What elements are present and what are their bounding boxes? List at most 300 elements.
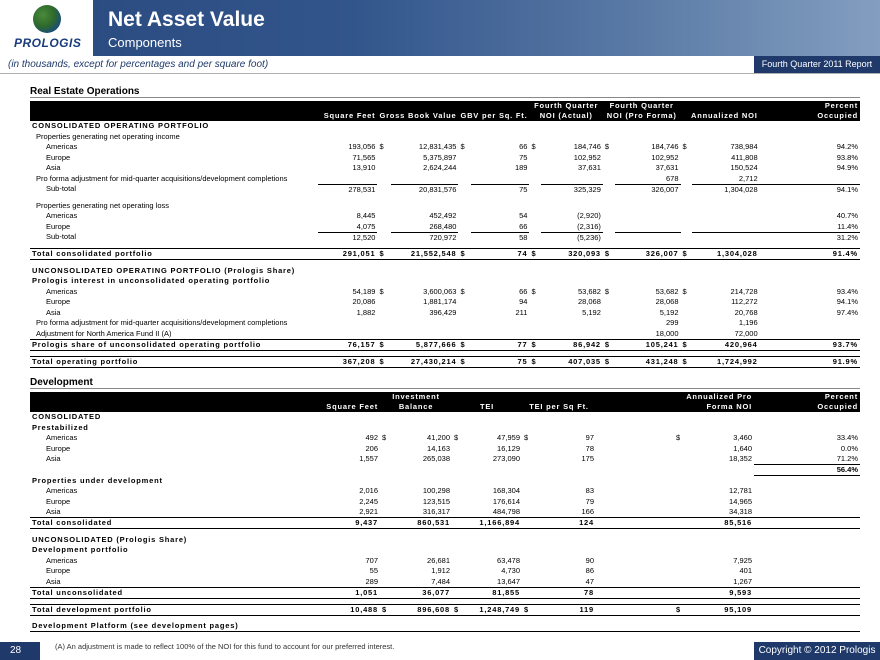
table-row bbox=[30, 339, 860, 350]
dollar-sign bbox=[522, 444, 534, 455]
tei-per-sqft bbox=[534, 535, 596, 546]
percent-occupied: 93.8% bbox=[836, 152, 858, 162]
dollar-sign bbox=[529, 121, 541, 132]
noi-actual: 102,952 bbox=[573, 152, 601, 162]
dollar-sign bbox=[452, 444, 464, 455]
dollar-sign bbox=[452, 423, 464, 434]
row-label: CONSOLIDATED OPERATING PORTFOLIO bbox=[32, 121, 209, 131]
gbv-per-sqft: 66 bbox=[519, 221, 528, 231]
empty-cell bbox=[608, 518, 674, 529]
tei-per-sqft: 86 bbox=[585, 566, 594, 576]
row-label: Prologis share of unconsolidated operating portfolio bbox=[30, 339, 318, 350]
gross-book-value: 396,429 bbox=[429, 307, 457, 317]
dev-header-annualized-pro-forma-noi bbox=[674, 392, 754, 412]
empty-cell bbox=[608, 444, 674, 455]
dollar-sign bbox=[380, 518, 392, 529]
empty-cell bbox=[596, 587, 608, 598]
row-label: Total consolidated portfolio bbox=[30, 249, 318, 260]
dollar-sign bbox=[452, 587, 464, 598]
empty-cell bbox=[596, 577, 608, 588]
table-row bbox=[30, 356, 860, 367]
dollar-sign bbox=[380, 621, 392, 632]
annualized-pro-forma-noi: 18,352 bbox=[729, 454, 752, 464]
row-label: Development Platform (see development pages) bbox=[30, 621, 320, 632]
dollar-sign: $ bbox=[377, 339, 391, 350]
noi-pro-forma bbox=[615, 232, 681, 243]
row-label: UNCONSOLIDATED (Prologis Share) bbox=[32, 534, 188, 544]
annualized-noi: 150,524 bbox=[730, 163, 758, 173]
dollar-sign bbox=[522, 621, 534, 632]
table-row bbox=[30, 287, 860, 298]
percent-occupied bbox=[754, 476, 860, 487]
percent-occupied bbox=[754, 566, 860, 577]
percent-occupied bbox=[754, 412, 860, 423]
noi-pro-forma bbox=[615, 266, 681, 277]
empty-cell bbox=[608, 566, 674, 577]
dev-header-pct-line2: Occupied bbox=[817, 402, 858, 411]
dollar-sign bbox=[674, 476, 686, 487]
dollar-sign bbox=[380, 465, 392, 476]
dollar-sign bbox=[380, 486, 392, 497]
empty-cell bbox=[608, 465, 674, 476]
gbv-per-sqft: 211 bbox=[515, 307, 528, 317]
dollar-sign bbox=[452, 577, 464, 588]
dollar-sign bbox=[458, 163, 470, 174]
table-row bbox=[30, 318, 860, 329]
noi-pro-forma: 431,248 bbox=[615, 356, 681, 367]
dollar-sign bbox=[681, 132, 693, 143]
annualized-noi: 411,808 bbox=[731, 152, 758, 162]
dollar-sign bbox=[529, 163, 541, 174]
dev-header-inv-line1: Investment bbox=[392, 392, 440, 401]
dollar-sign: $ bbox=[681, 356, 693, 367]
dollar-sign bbox=[522, 423, 534, 434]
dollar-sign bbox=[458, 232, 470, 243]
dollar-sign bbox=[674, 497, 686, 508]
empty-cell bbox=[596, 476, 608, 487]
square-feet bbox=[318, 132, 378, 143]
dollar-sign bbox=[674, 486, 686, 497]
dollar-sign bbox=[603, 318, 615, 329]
tei bbox=[464, 412, 522, 423]
gbv-per-sqft: 77 bbox=[471, 339, 530, 350]
square-feet bbox=[320, 465, 380, 476]
noi-actual: 184,746 bbox=[573, 142, 601, 152]
tei: 63,478 bbox=[497, 555, 520, 565]
reo-header-sqft: Square Feet bbox=[318, 101, 378, 121]
gbv-per-sqft: 54 bbox=[519, 211, 528, 221]
empty-cell bbox=[596, 556, 608, 567]
percent-occupied: 91.4% bbox=[760, 249, 860, 260]
square-feet: 367,208 bbox=[318, 356, 378, 367]
tei bbox=[464, 545, 522, 556]
empty-cell bbox=[608, 497, 674, 508]
dollar-sign bbox=[522, 476, 534, 487]
dollar-sign bbox=[377, 174, 391, 185]
square-feet: 20,086 bbox=[352, 297, 376, 307]
gross-book-value bbox=[391, 318, 459, 329]
gross-book-value: 5,375,897 bbox=[423, 152, 457, 162]
investment-balance: 14,163 bbox=[427, 443, 450, 453]
row-label: Properties generating net operating income bbox=[36, 131, 180, 141]
dollar-sign: $ bbox=[603, 249, 615, 260]
noi-actual: 325,329 bbox=[541, 184, 603, 195]
report-period-tag: Fourth Quarter 2011 Report bbox=[754, 56, 880, 73]
dollar-sign bbox=[522, 535, 534, 546]
gbv-per-sqft bbox=[471, 329, 530, 340]
dollar-sign: $ bbox=[682, 286, 687, 296]
empty-cell bbox=[596, 518, 608, 529]
annualized-noi bbox=[692, 121, 759, 132]
noi-actual: 86,942 bbox=[541, 339, 603, 350]
reo-header-pct-line2: Occupied bbox=[817, 111, 858, 120]
dollar-sign bbox=[458, 184, 470, 195]
dev-header-pct-line1: Percent bbox=[824, 392, 858, 401]
dollar-sign bbox=[380, 454, 392, 465]
dollar-sign bbox=[681, 174, 693, 185]
reo-header-noi-actual-line1: Fourth Quarter bbox=[534, 101, 599, 110]
table-row bbox=[30, 518, 860, 529]
percent-occupied: 71.2% bbox=[836, 454, 858, 463]
table-row bbox=[30, 454, 860, 465]
table-row bbox=[30, 476, 860, 487]
empty-cell bbox=[596, 423, 608, 434]
gross-book-value bbox=[391, 276, 459, 287]
row-label: Europe bbox=[46, 566, 71, 576]
percent-occupied bbox=[754, 518, 860, 529]
tei-per-sqft bbox=[534, 545, 596, 556]
annualized-pro-forma-noi bbox=[686, 423, 754, 434]
table-row bbox=[30, 329, 860, 340]
dollar-sign: $ bbox=[681, 249, 693, 260]
table-row bbox=[30, 184, 860, 195]
noi-pro-forma: 102,952 bbox=[651, 152, 679, 162]
dollar-sign bbox=[458, 132, 470, 143]
row-label: Asia bbox=[46, 163, 61, 173]
dollar-sign bbox=[674, 556, 686, 567]
dollar-sign: $ bbox=[454, 433, 459, 443]
gbv-per-sqft: 66 bbox=[519, 142, 528, 152]
dev-header-row bbox=[30, 392, 860, 412]
gbv-per-sqft: 94 bbox=[519, 297, 528, 307]
row-label bbox=[30, 465, 320, 476]
row-label: Americas bbox=[46, 555, 78, 565]
gbv-per-sqft bbox=[471, 266, 530, 277]
row-label: Americas bbox=[46, 433, 78, 443]
annualized-pro-forma-noi: 12,781 bbox=[729, 486, 752, 496]
annualized-noi: 1,304,028 bbox=[692, 249, 759, 260]
percent-occupied bbox=[754, 604, 860, 615]
percent-occupied bbox=[754, 545, 860, 556]
dollar-sign bbox=[458, 308, 470, 319]
gbv-per-sqft bbox=[471, 132, 530, 143]
table-row bbox=[30, 545, 860, 556]
empty-cell bbox=[608, 587, 674, 598]
investment-balance bbox=[392, 465, 452, 476]
empty-cell bbox=[596, 465, 608, 476]
noi-actual: (2,920) bbox=[577, 211, 601, 221]
table-row bbox=[30, 211, 860, 222]
dollar-sign bbox=[603, 266, 615, 277]
dollar-sign bbox=[681, 222, 693, 233]
dollar-sign: $ bbox=[531, 142, 536, 152]
square-feet: 12,520 bbox=[318, 232, 378, 243]
percent-occupied: 31.2% bbox=[760, 232, 860, 243]
annualized-pro-forma-noi bbox=[686, 535, 754, 546]
annualized-pro-forma-noi: 85,516 bbox=[686, 518, 754, 529]
gross-book-value bbox=[391, 132, 459, 143]
annualized-noi: 420,964 bbox=[692, 339, 759, 350]
empty-cell bbox=[596, 535, 608, 546]
gbv-per-sqft: 189 bbox=[514, 163, 528, 173]
dev-header-inv-line2: Balance bbox=[398, 402, 434, 411]
dollar-sign bbox=[377, 121, 391, 132]
tei bbox=[464, 621, 522, 632]
table-row bbox=[30, 566, 860, 577]
dollar-sign bbox=[380, 545, 392, 556]
dollar-sign: $ bbox=[524, 433, 529, 443]
square-feet: 76,157 bbox=[318, 339, 378, 350]
investment-balance: 896,608 bbox=[392, 604, 452, 615]
dollar-sign bbox=[377, 201, 391, 212]
dollar-sign: $ bbox=[379, 142, 384, 152]
dollar-sign bbox=[603, 232, 615, 243]
globe-logo-icon bbox=[33, 5, 61, 33]
investment-balance: 7,484 bbox=[431, 576, 450, 586]
annualized-noi: 112,272 bbox=[731, 297, 758, 307]
dollar-sign bbox=[603, 163, 615, 174]
table-row bbox=[30, 232, 860, 243]
annualized-noi bbox=[692, 222, 759, 233]
dollar-sign bbox=[380, 476, 392, 487]
noi-pro-forma bbox=[615, 201, 681, 212]
dollar-sign: $ bbox=[682, 142, 687, 152]
noi-pro-forma bbox=[615, 132, 681, 143]
dollar-sign bbox=[452, 518, 464, 529]
percent-occupied bbox=[754, 486, 860, 497]
dollar-sign: $ bbox=[458, 339, 470, 350]
table-row bbox=[30, 535, 860, 546]
dollar-sign bbox=[458, 153, 470, 164]
dollar-sign bbox=[674, 545, 686, 556]
dollar-sign bbox=[458, 276, 470, 287]
dollar-sign bbox=[529, 132, 541, 143]
table-row bbox=[30, 497, 860, 508]
tei-per-sqft: 124 bbox=[534, 518, 596, 529]
dollar-sign: $ bbox=[604, 286, 610, 296]
percent-occupied bbox=[754, 497, 860, 508]
noi-pro-forma bbox=[615, 222, 681, 233]
square-feet: 707 bbox=[365, 555, 378, 565]
annualized-noi: 1,304,028 bbox=[692, 184, 759, 195]
noi-actual: 37,631 bbox=[577, 163, 601, 173]
dev-header-investment-balance bbox=[380, 392, 452, 412]
dollar-sign bbox=[603, 222, 615, 233]
dollar-sign bbox=[681, 121, 693, 132]
dollar-sign bbox=[380, 423, 392, 434]
annualized-pro-forma-noi: 1,267 bbox=[733, 576, 752, 586]
tei-per-sqft bbox=[534, 621, 596, 632]
row-label: Americas bbox=[46, 286, 78, 296]
copyright-notice: Copyright © 2012 Prologis bbox=[754, 642, 880, 660]
row-label: Europe bbox=[46, 152, 71, 162]
table-row bbox=[30, 142, 860, 153]
dollar-sign bbox=[681, 232, 693, 243]
investment-balance bbox=[392, 621, 452, 632]
percent-occupied bbox=[754, 577, 860, 588]
dollar-sign bbox=[522, 518, 534, 529]
empty-cell bbox=[608, 486, 674, 497]
dollar-sign bbox=[452, 621, 464, 632]
tei: 1,248,749 bbox=[464, 604, 522, 615]
tei: 484,798 bbox=[492, 507, 520, 516]
gross-book-value: 5,877,666 bbox=[391, 339, 459, 350]
dollar-sign bbox=[377, 329, 391, 340]
empty-cell bbox=[608, 423, 674, 434]
row-label: Asia bbox=[46, 307, 61, 317]
gross-book-value bbox=[391, 121, 459, 132]
noi-pro-forma bbox=[615, 276, 681, 287]
dollar-sign bbox=[522, 556, 534, 567]
square-feet bbox=[320, 476, 380, 487]
tei: 16,129 bbox=[497, 443, 520, 453]
dollar-sign bbox=[674, 518, 686, 529]
annualized-noi bbox=[692, 266, 759, 277]
gross-book-value: 21,552,548 bbox=[391, 249, 459, 260]
square-feet: 2,921 bbox=[359, 507, 378, 516]
annualized-noi bbox=[692, 276, 759, 287]
noi-actual: (5,236) bbox=[541, 232, 603, 243]
square-feet bbox=[320, 535, 380, 546]
dollar-sign bbox=[529, 308, 541, 319]
dollar-sign bbox=[681, 211, 693, 222]
annualized-noi bbox=[692, 211, 759, 222]
table-row bbox=[30, 587, 860, 598]
development-table bbox=[30, 392, 860, 632]
percent-occupied bbox=[754, 587, 860, 598]
dev-header-tei-psf: TEI per Sq Ft. bbox=[522, 392, 596, 412]
dollar-sign bbox=[674, 587, 686, 598]
row-label: UNCONSOLIDATED OPERATING PORTFOLIO (Prologis Share) bbox=[32, 265, 296, 275]
dollar-sign bbox=[377, 308, 391, 319]
empty-cell bbox=[596, 621, 608, 632]
tei: 81,855 bbox=[464, 587, 522, 598]
investment-balance bbox=[392, 545, 452, 556]
percent-occupied: 97.4% bbox=[836, 307, 858, 317]
dollar-sign bbox=[522, 454, 534, 465]
dollar-sign: $ bbox=[522, 604, 534, 615]
empty-cell bbox=[608, 604, 674, 615]
row-label: Pro forma adjustment for mid-quarter acquisitions/development completions bbox=[36, 318, 288, 328]
page-title: Net Asset Value bbox=[108, 8, 265, 31]
dollar-sign bbox=[674, 454, 686, 465]
row-label: Europe bbox=[46, 297, 71, 307]
percent-occupied: 11.4% bbox=[837, 221, 858, 231]
dollar-sign bbox=[452, 476, 464, 487]
dollar-sign bbox=[380, 566, 392, 577]
reo-header-row bbox=[30, 101, 860, 121]
dollar-sign bbox=[377, 297, 391, 308]
investment-balance: 41,200 bbox=[427, 433, 450, 443]
dollar-sign bbox=[603, 132, 615, 143]
dev-header-percent-occupied bbox=[754, 392, 860, 412]
row-label: Asia bbox=[46, 454, 61, 464]
dollar-sign bbox=[452, 545, 464, 556]
annualized-pro-forma-noi: 9,593 bbox=[686, 587, 754, 598]
square-feet: 55 bbox=[369, 566, 378, 576]
noi-actual: 53,682 bbox=[577, 286, 601, 296]
tei-per-sqft: 47 bbox=[585, 576, 594, 586]
empty-cell bbox=[596, 444, 608, 455]
gbv-per-sqft bbox=[471, 201, 530, 212]
investment-balance: 26,681 bbox=[427, 555, 450, 565]
dollar-sign: $ bbox=[603, 339, 615, 350]
empty-cell bbox=[608, 454, 674, 465]
dollar-sign bbox=[452, 556, 464, 567]
dollar-sign bbox=[522, 577, 534, 588]
dollar-sign bbox=[674, 535, 686, 546]
percent-occupied bbox=[760, 174, 860, 185]
annualized-noi bbox=[692, 132, 759, 143]
square-feet bbox=[318, 329, 378, 340]
empty-cell bbox=[608, 412, 674, 423]
gbv-per-sqft: 75 bbox=[471, 184, 530, 195]
investment-balance: 265,038 bbox=[422, 454, 450, 464]
investment-balance: 316,317 bbox=[422, 507, 450, 516]
units-note: (in thousands, except for percentages and per square foot) bbox=[8, 59, 269, 70]
dollar-sign bbox=[681, 153, 693, 164]
table-row bbox=[30, 297, 860, 308]
row-label: Asia bbox=[46, 507, 61, 516]
row-label: Total operating portfolio bbox=[30, 356, 318, 367]
dollar-sign bbox=[681, 266, 693, 277]
noi-pro-forma: 18,000 bbox=[655, 328, 679, 338]
table-row bbox=[30, 433, 860, 444]
percent-occupied: 91.9% bbox=[760, 356, 860, 367]
table-row bbox=[30, 577, 860, 588]
reo-header-percent-occupied bbox=[760, 101, 860, 121]
dev-header-blank bbox=[30, 392, 320, 412]
square-feet: 4,075 bbox=[356, 221, 376, 231]
reo-section-rule bbox=[30, 97, 860, 98]
row-label: Properties generating net operating loss bbox=[36, 200, 170, 210]
noi-pro-forma: 37,631 bbox=[655, 163, 679, 173]
reo-header-gbv-psf: GBV per Sq. Ft. bbox=[458, 101, 529, 121]
gbv-per-sqft bbox=[471, 174, 530, 185]
square-feet bbox=[318, 276, 378, 287]
noi-pro-forma: 326,007 bbox=[615, 184, 681, 195]
row-label: Europe bbox=[46, 221, 71, 231]
annualized-pro-forma-noi: 401 bbox=[739, 566, 752, 576]
dollar-sign: $ bbox=[674, 604, 686, 615]
table-row bbox=[30, 486, 860, 497]
square-feet: 54,189 bbox=[352, 286, 376, 296]
dollar-sign bbox=[377, 318, 391, 329]
tei-per-sqft: 83 bbox=[585, 486, 594, 496]
table-row bbox=[30, 604, 860, 615]
dollar-sign bbox=[452, 412, 464, 423]
square-feet bbox=[318, 318, 378, 329]
dollar-sign bbox=[458, 211, 470, 222]
dollar-sign: $ bbox=[460, 286, 465, 296]
table-row bbox=[30, 174, 860, 185]
dollar-sign bbox=[674, 444, 686, 455]
empty-cell bbox=[608, 621, 674, 632]
tei-per-sqft: 90 bbox=[585, 555, 594, 565]
dollar-sign: $ bbox=[377, 249, 391, 260]
dollar-sign bbox=[380, 412, 392, 423]
gbv-per-sqft: 58 bbox=[471, 232, 530, 243]
